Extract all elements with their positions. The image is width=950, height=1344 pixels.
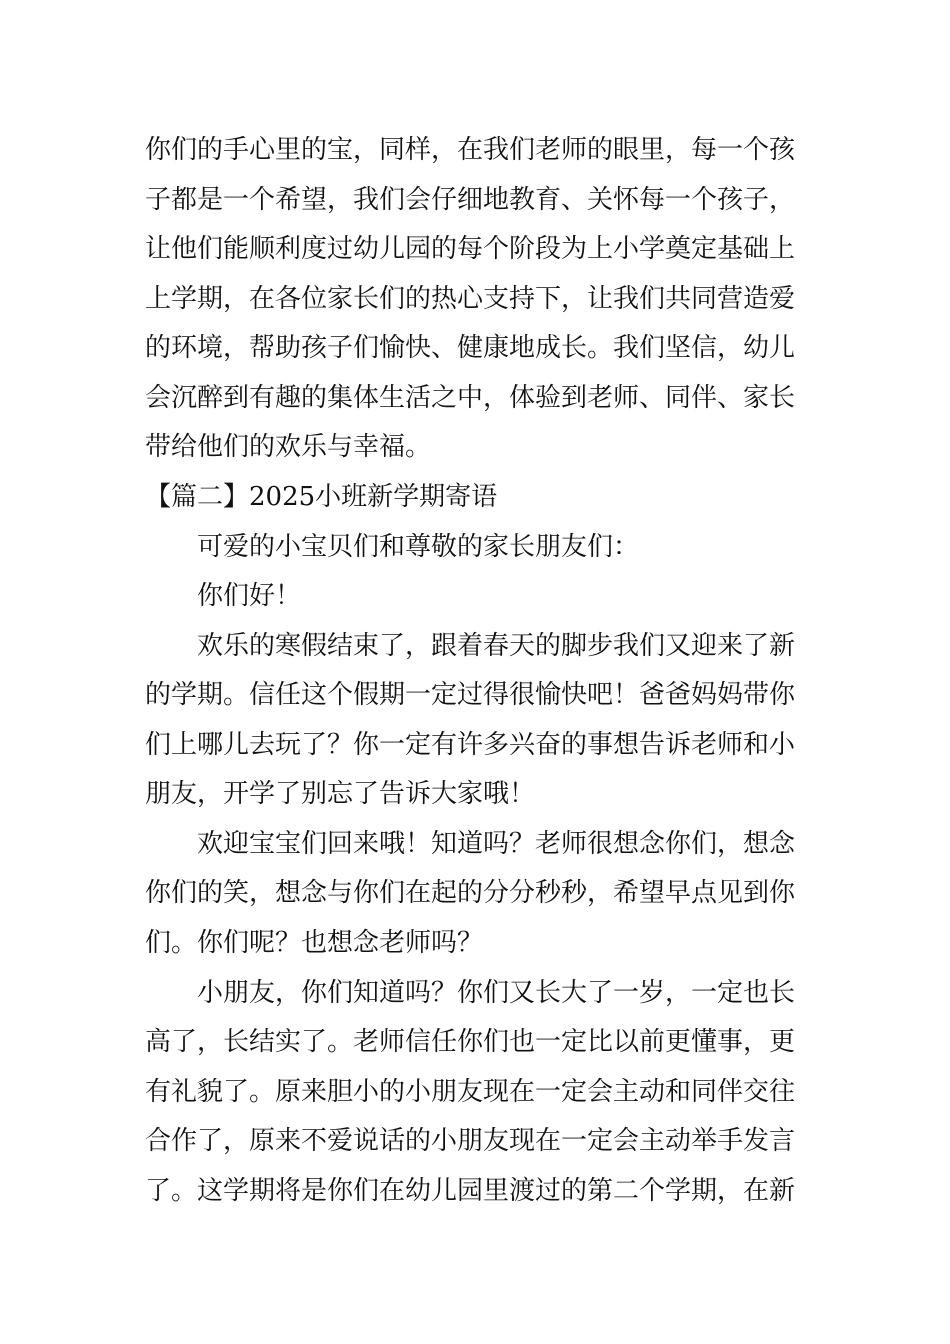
paragraph-1-line-4: 朋友，开学了别忘了告诉大家哦！ bbox=[145, 779, 536, 809]
paragraph-1-line-2: 的学期。信任这个假期一定过得很愉快吧！爸爸妈妈带你 bbox=[145, 680, 796, 710]
section-heading: 【篇二】2025小班新学期寄语 bbox=[145, 482, 498, 512]
paragraph-3-line-2: 高了，长结实了。老师信任你们也一定比以前更懂事，更 bbox=[145, 1027, 796, 1057]
paragraph-1-line-3: 们上哪儿去玩了？你一定有许多兴奋的事想告诉老师和小 bbox=[145, 730, 796, 760]
text-line-2: 子都是一个希望，我们会仔细地教育、关怀每一个孩子， bbox=[145, 185, 796, 215]
text-line-5: 的环境，帮助孩子们愉快、健康地成长。我们坚信，幼儿 bbox=[145, 333, 796, 363]
text-line-4: 上学期，在各位家长们的热心支持下，让我们共同营造爱 bbox=[145, 284, 796, 314]
paragraph-1-line-1: 欢乐的寒假结束了，跟着春天的脚步我们又迎来了新 bbox=[197, 631, 796, 661]
paragraph-2-line-3: 们。你们呢？也想念老师吗？ bbox=[145, 928, 484, 958]
paragraph-2-line-2: 你们的笑，想念与你们在起的分分秒秒，希望早点见到你 bbox=[145, 878, 796, 908]
paragraph-3-line-1: 小朋友，你们知道吗？你们又长大了一岁，一定也长 bbox=[197, 978, 796, 1008]
text-line-1: 你们的手心里的宝，同样，在我们老师的眼里，每一个孩 bbox=[145, 135, 796, 165]
paragraph-3-line-4: 合作了，原来不爱说话的小朋友现在一定会主动举手发言 bbox=[145, 1126, 796, 1156]
paragraph-3-line-5: 了。这学期将是你们在幼儿园里渡过的第二个学期，在新 bbox=[145, 1176, 796, 1206]
paragraph-2-line-1: 欢迎宝宝们回来哦！知道吗？老师很想念你们，想念 bbox=[197, 829, 796, 859]
text-line-3: 让他们能顺利度过幼儿园的每个阶段为上小学奠定基础上 bbox=[145, 234, 796, 264]
paragraph-3-line-3: 有礼貌了。原来胆小的小朋友现在一定会主动和同伴交往 bbox=[145, 1077, 796, 1107]
hello-line: 你们好！ bbox=[197, 581, 302, 611]
text-line-6: 会沉醉到有趣的集体生活之中，体验到老师、同伴、家长 bbox=[145, 383, 796, 413]
text-line-7: 带给他们的欢乐与幸福。 bbox=[145, 432, 432, 462]
greeting-line: 可爱的小宝贝们和尊敬的家长朋友们： bbox=[197, 532, 640, 562]
